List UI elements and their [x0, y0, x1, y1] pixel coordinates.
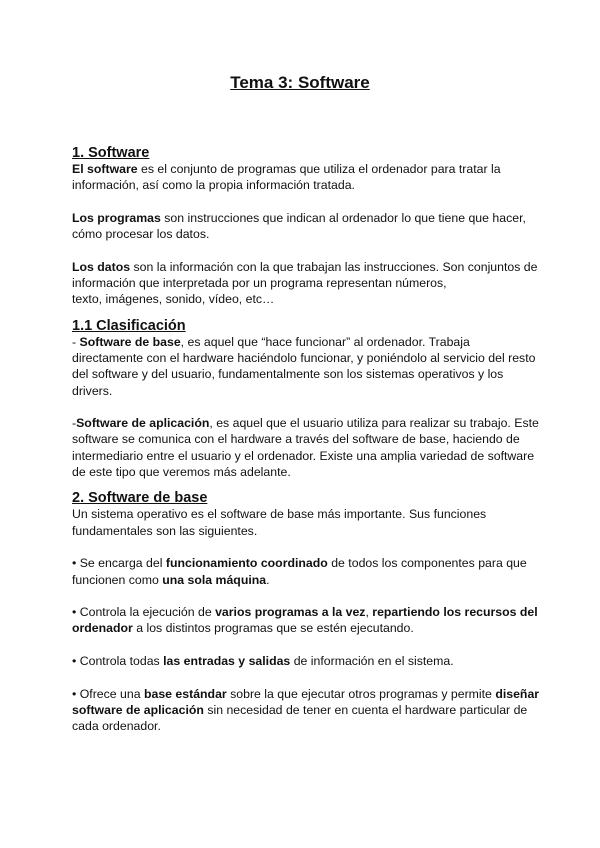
- section-heading-software-base: 2. Software de base: [72, 490, 208, 507]
- bullet-varios-programas: • Controla la ejecución de varios programas a la vez, repartiendo los recursos del ordenador a los distintos programas que se estén ejecutando.: [72, 605, 538, 636]
- document-title: Tema 3: Software: [230, 73, 370, 92]
- paragraph-software-aplicacion: -Software de aplicación, es aquel que el usuario utiliza para realizar su trabajo. Este software se comunica con el hardware a través del software de base, haciendo de intermediario entre el usuario y el ordenador. Existe una amplia variedad de software de este tipo que veremos más adelante.: [72, 416, 539, 480]
- paragraph-software-base: - Software de base, es aquel que “hace funcionar” al ordenador. Trabaja directamente con el hardware haciéndolo funcionar, y poniéndolo al servicio del resto del software y del usuario, fundamentalmente son los sistemas operativos y los drivers.: [72, 334, 536, 398]
- paragraph-sistema-operativo: Un sistema operativo es el software de base más importante. Sus funciones fundamentales son las siguientes.: [72, 507, 487, 538]
- document-body: [72, 145, 542, 735]
- bullet-entradas-salidas: • Controla todas las entradas y salidas de información en el sistema.: [72, 654, 454, 669]
- paragraph-programs-definition: Los programas son instrucciones que indican al ordenador lo que tiene que hacer, cómo procesar los datos.: [72, 210, 526, 242]
- bullet-base-estandar: • Ofrece una base estándar sobre la que ejecutar otros programas y permite diseñar software de aplicación sin necesidad de tener en cuenta el hardware particular de cada ordenador.: [72, 686, 540, 734]
- paragraph-software-definition: El software es el conjunto de programas que utiliza el ordenador para tratar la información, así como la propia información tratada.: [72, 162, 501, 193]
- section-heading-clasificacion: 1.1 Clasificación: [72, 317, 186, 334]
- bullet-funcionamiento-coordinado: • Se encarga del funcionamiento coordinado de todos los componentes para que funcionen como una sola máquina.: [72, 556, 527, 587]
- section-heading-software: 1. Software: [72, 145, 150, 161]
- paragraph-data-definition: Los datos son la información con la que trabajan las instrucciones. Son conjuntos de información que interpretada por un programa representan números, texto, imágenes, sonido, vídeo, etc…: [72, 259, 538, 307]
